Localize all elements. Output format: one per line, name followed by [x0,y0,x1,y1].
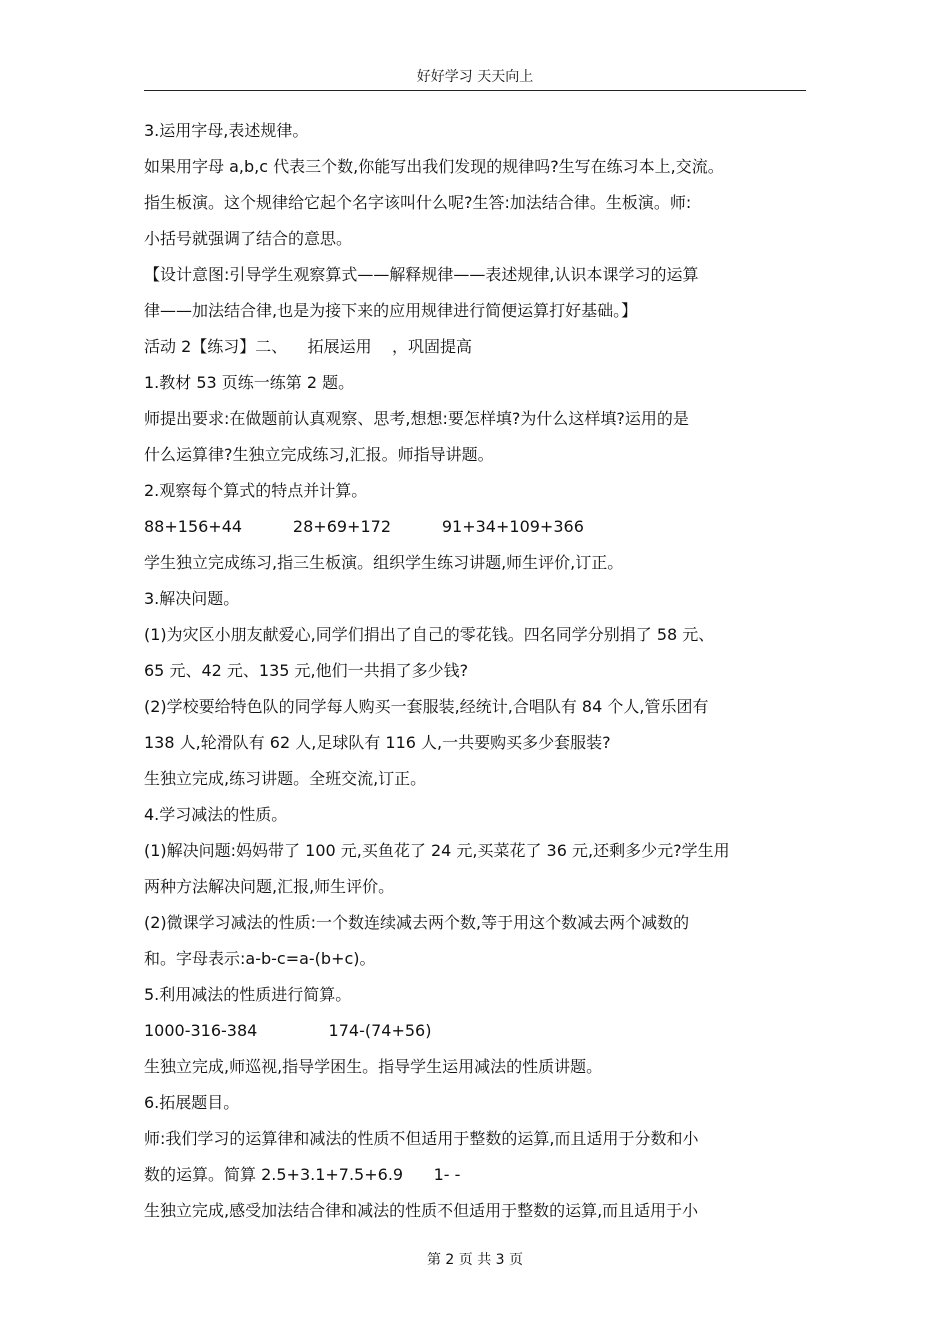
text-line: 3.运用字母,表述规律。 [144,121,309,140]
text-line: 学生独立完成练习,指三生板演。组织学生练习讲题,师生评价,订正。 [144,553,624,572]
text-line: 5.利用减法的性质进行简算。 [144,985,352,1004]
text-line: (1)为灾区小朋友献爱心,同学们捐出了自己的零花钱。四名同学分别捐了 58 元、 [144,625,715,644]
text-line: 【设计意图:引导学生观察算式——解释规律——表述规律,认识本课学习的运算 [144,265,699,284]
text-line: 生独立完成,师巡视,指导学困生。指导学生运用减法的性质讲题。 [144,1057,603,1076]
text-line: 小括号就强调了结合的意思。 [144,229,353,248]
text-line: 两种方法解决问题,汇报,师生评价。 [144,877,395,896]
text-line: 师:我们学习的运算律和减法的性质不但适用于整数的运算,而且适用于分数和小 [144,1129,699,1148]
page-footer: 第 2 页 共 3 页 [426,1252,524,1268]
text-line: (2)学校要给特色队的同学每人购买一套服装,经统计,合唱队有 84 个人,管乐团有 [144,697,709,716]
text-line: 88+156+44 28+69+172 91+34+109+366 [144,517,584,536]
text-line: 律——加法结合律,也是为接下来的应用规律进行简便运算打好基础。】 [144,301,638,320]
page-header: 好好学习 天天向上 [416,69,534,85]
text-line: 3.解决问题。 [144,589,240,608]
text-line: 生独立完成,感受加法结合律和减法的性质不但适用于整数的运算,而且适用于小 [144,1201,699,1220]
text-line: 师提出要求:在做题前认真观察、思考,想想:要怎样填?为什么这样填?运用的是 [144,409,689,428]
text-line: 指生板演。这个规律给它起个名字该叫什么呢?生答:加法结合律。生板演。师: [144,193,692,212]
text-line: 138 人,轮滑队有 62 人,足球队有 116 人,一共要购买多少套服装? [144,733,611,752]
text-line: 65 元、42 元、135 元,他们一共捐了多少钱? [144,661,469,680]
text-line: 4.学习减法的性质。 [144,805,288,824]
text-line: 6.拓展题目。 [144,1093,240,1112]
text-line: 和。字母表示:a-b-c=a-(b+c)。 [144,949,376,968]
text-line: (2)微课学习减法的性质:一个数连续减去两个数,等于用这个数减去两个减数的 [144,913,690,932]
text-line: 如果用字母 a,b,c 代表三个数,你能写出我们发现的规律吗?生写在练习本上,交流。 [144,157,724,176]
document-body [144,113,810,1229]
header-divider [144,90,806,91]
text-line: 什么运算律?生独立完成练习,汇报。师指导讲题。 [144,445,494,464]
text-line: 生独立完成,练习讲题。全班交流,订正。 [144,769,427,788]
text-line: (1)解决问题:妈妈带了 100 元,买鱼花了 24 元,买菜花了 36 元,还剩多少元?学生用 [144,841,730,860]
text-line: 2.观察每个算式的特点并计算。 [144,481,368,500]
text-line: 活动 2【练习】二、 拓展运用 ，巩固提高 [144,337,472,356]
text-line: 1.教材 53 页练一练第 2 题。 [144,373,355,392]
text-line: 数的运算。简算 2.5+3.1+7.5+6.9 1- - [144,1165,461,1184]
text-line: 1000-316-384 174-(74+56) [144,1021,432,1040]
